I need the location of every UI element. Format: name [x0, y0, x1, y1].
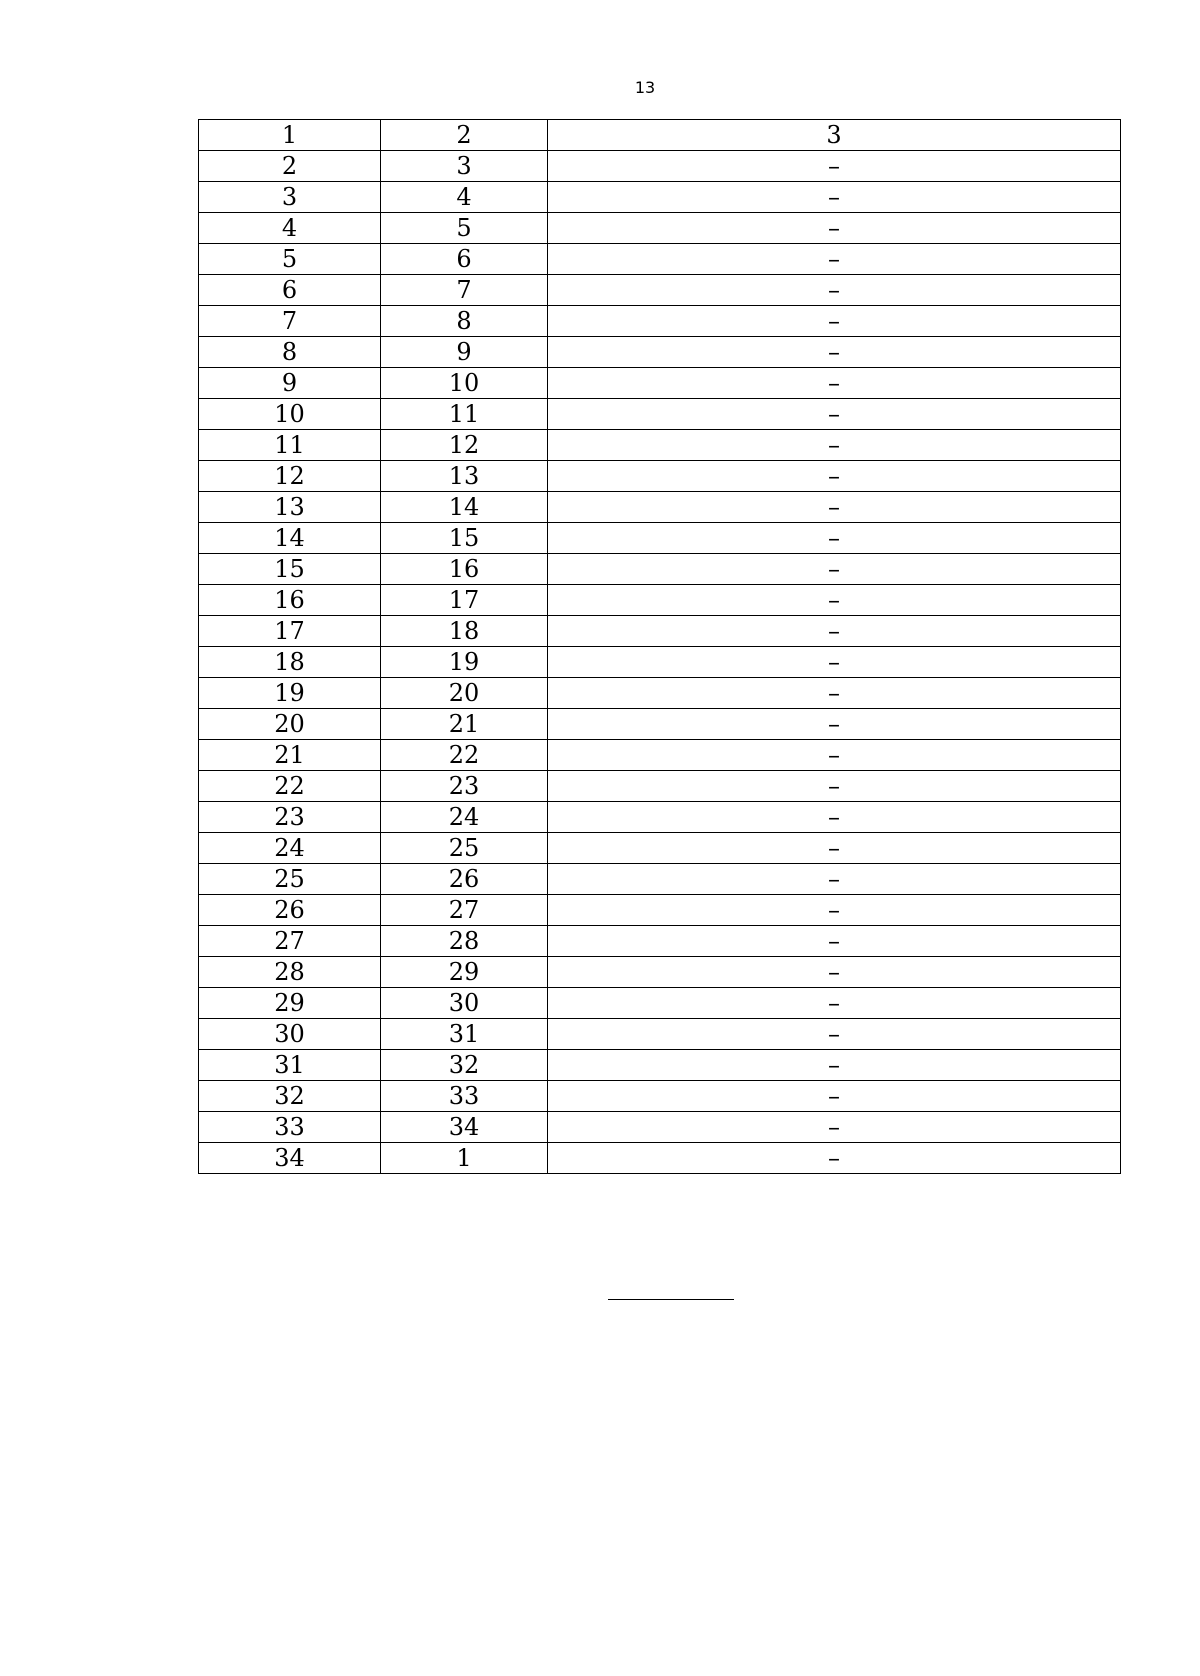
table-row: [199, 988, 1121, 1019]
table-row: [199, 802, 1121, 833]
table-row: [199, 1143, 1121, 1174]
table-cell-col3: –: [548, 833, 1121, 864]
table-cell-col3: –: [548, 461, 1121, 492]
table-cell-col2: 16: [381, 554, 548, 585]
table-cell-col3: –: [548, 492, 1121, 523]
end-of-table-rule: [608, 1299, 734, 1300]
table-cell-col1: 20: [199, 709, 381, 740]
table-cell-col2: 15: [381, 523, 548, 554]
table-row: [199, 182, 1121, 213]
table-cell-col3: –: [548, 709, 1121, 740]
table-cell-col2: 4: [381, 182, 548, 213]
table-cell-col2: 28: [381, 926, 548, 957]
table-row: [199, 523, 1121, 554]
table-cell-col2: 26: [381, 864, 548, 895]
table-cell-col2: 25: [381, 833, 548, 864]
table-cell-col1: 23: [199, 802, 381, 833]
table-cell-col1: 33: [199, 1112, 381, 1143]
table-cell-col1: 5: [199, 244, 381, 275]
table-cell-col2: 23: [381, 771, 548, 802]
table-row: [199, 957, 1121, 988]
table-cell-col2: 19: [381, 647, 548, 678]
table-cell-col3: –: [548, 430, 1121, 461]
table-row: [199, 864, 1121, 895]
table-cell-col3: –: [548, 275, 1121, 306]
table-cell-col1: 14: [199, 523, 381, 554]
table-cell-col2: 11: [381, 399, 548, 430]
table-cell-col2: 8: [381, 306, 548, 337]
table-cell-col2: 33: [381, 1081, 548, 1112]
table-cell-col1: 21: [199, 740, 381, 771]
table-cell-col2: 29: [381, 957, 548, 988]
table-cell-col3: –: [548, 926, 1121, 957]
table-cell-col2: 17: [381, 585, 548, 616]
header-cell-col1: 1: [199, 120, 381, 151]
table-cell-col2: 3: [381, 151, 548, 182]
table-cell-col2: 6: [381, 244, 548, 275]
table-cell-col2: 30: [381, 988, 548, 1019]
table-row: [199, 926, 1121, 957]
table-cell-col3: –: [548, 306, 1121, 337]
table-cell-col1: 22: [199, 771, 381, 802]
table-row: [199, 678, 1121, 709]
table-cell-col3: –: [548, 554, 1121, 585]
table-cell-col3: –: [548, 771, 1121, 802]
table-cell-col1: 24: [199, 833, 381, 864]
table-cell-col1: 10: [199, 399, 381, 430]
table-row: [199, 244, 1121, 275]
table-row: [199, 554, 1121, 585]
table-cell-col3: –: [548, 182, 1121, 213]
table-row: [199, 771, 1121, 802]
table-row: [199, 1081, 1121, 1112]
table-row: [199, 461, 1121, 492]
header-cell-col2: 2: [381, 120, 548, 151]
table-row: [199, 430, 1121, 461]
table-cell-col1: 15: [199, 554, 381, 585]
table-cell-col3: –: [548, 1019, 1121, 1050]
table-cell-col2: 13: [381, 461, 548, 492]
table-cell-col1: 32: [199, 1081, 381, 1112]
table-cell-col3: –: [548, 616, 1121, 647]
table-cell-col1: 2: [199, 151, 381, 182]
table-cell-col2: 18: [381, 616, 548, 647]
table-cell-col2: 12: [381, 430, 548, 461]
table-cell-col3: –: [548, 740, 1121, 771]
table-cell-col1: 25: [199, 864, 381, 895]
table-cell-col3: –: [548, 399, 1121, 430]
table-cell-col1: 8: [199, 337, 381, 368]
table-row: [199, 647, 1121, 678]
table-cell-col3: –: [548, 523, 1121, 554]
table-row: [199, 895, 1121, 926]
table-cell-col2: 24: [381, 802, 548, 833]
table-cell-col2: 31: [381, 1019, 548, 1050]
table-cell-col2: 10: [381, 368, 548, 399]
page-number: 13: [634, 78, 656, 97]
table-cell-col2: 1: [381, 1143, 548, 1174]
table-cell-col1: 3: [199, 182, 381, 213]
table-row: [199, 399, 1121, 430]
table-cell-col3: –: [548, 1143, 1121, 1174]
table-cell-col3: –: [548, 988, 1121, 1019]
table-row: [199, 1019, 1121, 1050]
table-cell-col1: 6: [199, 275, 381, 306]
table-cell-col1: 29: [199, 988, 381, 1019]
table-cell-col3: –: [548, 244, 1121, 275]
table-row: [199, 213, 1121, 244]
table-cell-col3: –: [548, 213, 1121, 244]
table-cell-col2: 7: [381, 275, 548, 306]
table-cell-col3: –: [548, 647, 1121, 678]
table-header-row: [199, 120, 1121, 151]
table-cell-col1: 12: [199, 461, 381, 492]
table-cell-col1: 4: [199, 213, 381, 244]
table-row: [199, 1050, 1121, 1081]
table-body: [199, 120, 1121, 1174]
table-cell-col2: 22: [381, 740, 548, 771]
table-row: [199, 616, 1121, 647]
table-cell-col3: –: [548, 895, 1121, 926]
table-row: [199, 306, 1121, 337]
table-cell-col1: 27: [199, 926, 381, 957]
table-cell-col1: 11: [199, 430, 381, 461]
table-row: [199, 585, 1121, 616]
table-cell-col2: 5: [381, 213, 548, 244]
table-row: [199, 709, 1121, 740]
table-cell-col3: –: [548, 802, 1121, 833]
table-cell-col2: 21: [381, 709, 548, 740]
table-cell-col3: –: [548, 678, 1121, 709]
table-cell-col1: 7: [199, 306, 381, 337]
table-cell-col1: 17: [199, 616, 381, 647]
table-cell-col3: –: [548, 585, 1121, 616]
table-cell-col1: 19: [199, 678, 381, 709]
table-row: [199, 833, 1121, 864]
table-cell-col1: 31: [199, 1050, 381, 1081]
table-cell-col3: –: [548, 1081, 1121, 1112]
table-cell-col1: 30: [199, 1019, 381, 1050]
table-cell-col1: 34: [199, 1143, 381, 1174]
table-cell-col3: –: [548, 864, 1121, 895]
table-cell-col2: 32: [381, 1050, 548, 1081]
table-cell-col1: 18: [199, 647, 381, 678]
table-row: [199, 275, 1121, 306]
table-cell-col1: 26: [199, 895, 381, 926]
table-row: [199, 151, 1121, 182]
table-row: [199, 1112, 1121, 1143]
table-cell-col3: –: [548, 368, 1121, 399]
table-cell-col2: 9: [381, 337, 548, 368]
data-table: [198, 119, 1121, 1174]
table-cell-col2: 20: [381, 678, 548, 709]
table-cell-col1: 16: [199, 585, 381, 616]
table-cell-col2: 14: [381, 492, 548, 523]
table-cell-col1: 9: [199, 368, 381, 399]
table-row: [199, 368, 1121, 399]
table-cell-col3: –: [548, 1050, 1121, 1081]
table-cell-col3: –: [548, 151, 1121, 182]
table-cell-col2: 27: [381, 895, 548, 926]
table-cell-col3: –: [548, 957, 1121, 988]
table-cell-col3: –: [548, 1112, 1121, 1143]
table-row: [199, 492, 1121, 523]
table-cell-col3: –: [548, 337, 1121, 368]
table-row: [199, 740, 1121, 771]
table-row: [199, 337, 1121, 368]
header-cell-col3: 3: [548, 120, 1121, 151]
table-cell-col1: 28: [199, 957, 381, 988]
table-cell-col1: 13: [199, 492, 381, 523]
table-cell-col2: 34: [381, 1112, 548, 1143]
